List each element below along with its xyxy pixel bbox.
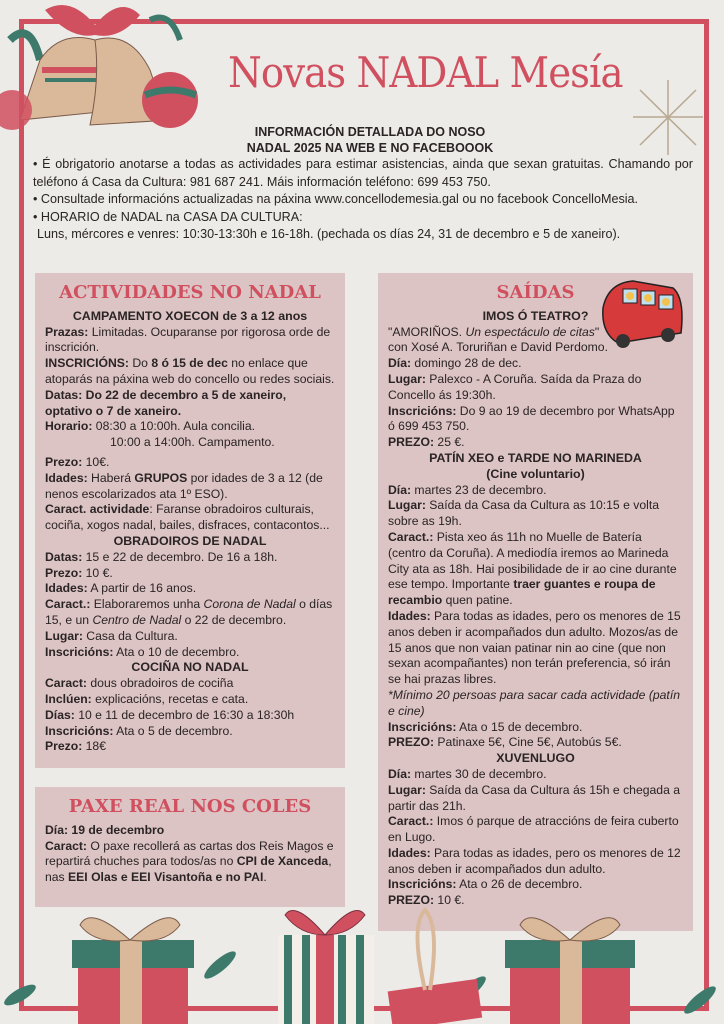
label: Prazas: bbox=[45, 324, 89, 339]
value-italic: Centro de Nadal bbox=[92, 612, 182, 627]
value: Pista xeo ás 11h no Muelle de Batería (centro da Coruña). A mediodía iremos ao Marineda City ata as 18h. Hai posibilidade de ir ao cine durante ese tempo. Importante bbox=[388, 529, 677, 592]
christmas-bells-icon bbox=[0, 0, 200, 150]
value: Palexco - A Coruña. Saída da Praza do Concello ás 19:30h. bbox=[388, 371, 642, 402]
info-line bbox=[388, 814, 683, 846]
info-line bbox=[388, 720, 683, 736]
activities-panel bbox=[35, 273, 345, 768]
value: 10 €. bbox=[434, 893, 465, 908]
info-line bbox=[45, 645, 335, 661]
activity-heading: PATÍN XEO e TARDE NO MARINEDA bbox=[429, 450, 642, 465]
info-line: con Xosé A. Toruriñan e David Perdomo. bbox=[388, 340, 608, 355]
info-line: Datas: Do 22 de decembro a 5 de xaneiro, optativo o 7 de xaneiro. bbox=[45, 387, 287, 418]
info-line bbox=[388, 404, 683, 436]
label: Caract: bbox=[45, 676, 87, 691]
value: A partir de 16 anos. bbox=[87, 581, 197, 596]
label: Lugar: bbox=[388, 498, 426, 513]
info-line: 10:00 a 14:00h. Campamento. bbox=[110, 435, 275, 450]
value-bold: EEI Olas e EEI Visantoña e no PAI bbox=[68, 870, 264, 885]
label: Caract.: bbox=[388, 529, 434, 544]
value: Saída da Casa da Cultura as 10:15 e volta sobre as 19h. bbox=[388, 498, 659, 529]
info-line bbox=[45, 581, 335, 597]
activity-subheading: (Cine voluntario) bbox=[486, 466, 585, 481]
value: O paxe recollerá as cartas dos Reis Magos e repartirá chuches para todos/as no bbox=[45, 838, 334, 869]
label: Idades: bbox=[45, 581, 88, 596]
info-line bbox=[388, 767, 683, 783]
label: Datas: bbox=[45, 549, 83, 564]
label: Lugar: bbox=[45, 628, 83, 643]
info-line: *Mínimo 20 persoas para sacar cada actividade (patín e cine) bbox=[388, 687, 680, 718]
info-line bbox=[388, 435, 683, 451]
value: por idades de 3 a 12 (de nenos escolarizados ata 1º ESO). bbox=[45, 470, 323, 501]
label: Inscricións: bbox=[45, 644, 114, 659]
label: Idades: bbox=[388, 608, 431, 623]
info-line bbox=[45, 724, 335, 740]
value-bold: GRUPOS bbox=[134, 470, 188, 485]
subheading-line: INFORMACIÓN DETALLADA DO NOSO bbox=[254, 125, 486, 139]
info-line bbox=[388, 846, 683, 878]
value-bold: 8 ó 15 de dec bbox=[151, 356, 228, 371]
activity-heading: OBRADOIROS DE NADAL bbox=[113, 533, 267, 548]
info-line bbox=[388, 356, 683, 372]
section-title: SAÍDAS bbox=[496, 282, 575, 303]
label: Prezo: bbox=[45, 454, 83, 469]
value: o 22 de decembro. bbox=[181, 612, 287, 627]
activity-heading: XUVENLUGO bbox=[496, 751, 575, 766]
value: 15 e 22 de decembro. De 16 a 18h. bbox=[82, 549, 278, 564]
gift-boxes-icon bbox=[0, 895, 724, 1024]
value-italic: Corona de Nadal bbox=[203, 597, 296, 612]
info-line bbox=[388, 372, 683, 404]
value: no enlace que atoparás na páxina web do concello ou redes sociais. bbox=[45, 356, 335, 386]
info-line: Día: 19 de decembro bbox=[45, 822, 165, 837]
info-line bbox=[45, 629, 335, 645]
info-line bbox=[388, 783, 683, 815]
label: Inscricións: bbox=[388, 877, 457, 892]
value: 10 €. bbox=[82, 565, 113, 580]
info-line bbox=[388, 483, 683, 499]
value: Para todas as idades, pero os menores de 12 anos deben ir acompañados dun adulto. bbox=[388, 845, 681, 876]
royal-page-panel bbox=[35, 787, 345, 907]
trips-panel bbox=[378, 273, 693, 931]
value: Ata o 15 de decembro. bbox=[456, 719, 583, 734]
label: Caract: bbox=[45, 838, 87, 853]
page-title: Novas NADAL Mesía bbox=[228, 48, 623, 97]
label: Inscricións: bbox=[388, 403, 457, 418]
label: Día: bbox=[388, 482, 412, 497]
value: , nas bbox=[45, 854, 332, 885]
label: Lugar: bbox=[388, 371, 426, 386]
info-line bbox=[45, 676, 335, 692]
intro-schedule: Luns, mércores e venres: 10:30-13:30h e 16-18h. (pechada os días 24, 31 de decembro e 5 de xaneiro). bbox=[37, 227, 621, 241]
info-line bbox=[45, 739, 335, 755]
activity-heading: IMOS Ó TEATRO? bbox=[482, 308, 589, 323]
intro-schedule-title: • HORARIO de NADAL na CASA DA CULTURA: bbox=[33, 209, 303, 224]
label: Caract. actividade bbox=[45, 502, 150, 517]
activity-heading: CAMPAMENTO XOECON de 3 a 12 anos bbox=[72, 308, 308, 323]
label: Caract.: bbox=[388, 814, 434, 829]
value: Elaboraremos unha bbox=[90, 597, 204, 612]
label: Caract.: bbox=[45, 597, 91, 612]
value: " bbox=[594, 324, 600, 339]
value: 18€ bbox=[82, 739, 106, 754]
label: Inscricións: bbox=[45, 723, 114, 738]
info-line bbox=[45, 325, 335, 357]
value: 08:30 a 10:00h. Aula concilia. bbox=[92, 419, 256, 434]
value: Ata o 10 de decembro. bbox=[113, 644, 240, 659]
value: o días 15, e un bbox=[45, 597, 333, 627]
value: Casa da Cultura. bbox=[82, 628, 178, 643]
activity-heading: COCIÑA NO NADAL bbox=[131, 660, 249, 675]
value: 25 €. bbox=[434, 435, 465, 450]
value: martes 23 de decembro. bbox=[411, 482, 547, 497]
value: . bbox=[263, 870, 267, 885]
info-line bbox=[388, 530, 683, 609]
label: Horario: bbox=[45, 419, 93, 434]
subheading bbox=[200, 124, 540, 156]
label: Días: bbox=[45, 707, 75, 722]
info-line bbox=[388, 609, 683, 688]
value: Imos ó parque de atraccións de feira cuberto en Lugo. bbox=[388, 814, 679, 845]
label: Inscricións: bbox=[388, 719, 457, 734]
info-line bbox=[45, 502, 335, 534]
value: Saída da Casa da Cultura ás 15h e chegada a partir das 21h. bbox=[388, 782, 681, 813]
value: Haberá bbox=[87, 470, 135, 485]
value: : Faranse obradoiros culturais, cociña, xogos nadal, bailes, disfraces, contacontos... bbox=[45, 502, 330, 533]
value: martes 30 de decembro. bbox=[411, 766, 547, 781]
value: Ata o 5 de decembro. bbox=[113, 723, 233, 738]
value: "AMORIÑOS. bbox=[388, 324, 466, 339]
info-line bbox=[45, 597, 335, 629]
label: Día: bbox=[388, 356, 412, 371]
value-italic: Un espectáculo de citas bbox=[465, 324, 595, 339]
value: Do bbox=[128, 356, 152, 371]
info-line bbox=[45, 471, 335, 503]
label: Idades: bbox=[45, 470, 88, 485]
info-line bbox=[45, 692, 335, 708]
info-line bbox=[45, 455, 335, 471]
label: Día: bbox=[388, 766, 412, 781]
value: Limitadas. Ocuparanse por rigorosa orde de inscrición. bbox=[45, 324, 331, 355]
label: PREZO: bbox=[388, 893, 435, 908]
info-line bbox=[45, 708, 335, 724]
label: PREZO: bbox=[388, 735, 435, 750]
snowflake-icon bbox=[628, 75, 708, 160]
info-line bbox=[45, 839, 335, 886]
value: 10 e 11 de decembro de 16:30 a 18:30h bbox=[74, 707, 295, 722]
info-line bbox=[388, 877, 683, 893]
label: Lugar: bbox=[388, 782, 426, 797]
intro-registration: • É obrigatorio anotarse a todas as actividades para estimar asistencias, ainda que sexan gratuitas. Chamando por teléfono á Casa da Cultura: 981 687 241. Máis información teléfono: 699 453 750. bbox=[33, 157, 693, 189]
value: dous obradoiros de cociña bbox=[87, 676, 234, 691]
value: quen patine. bbox=[442, 593, 513, 608]
value: Do 9 ao 19 de decembro por WhatsApp ó 699 453 750. bbox=[388, 403, 675, 434]
label: Inclúen: bbox=[45, 691, 92, 706]
bus-icon bbox=[593, 273, 688, 353]
label: PREZO: bbox=[388, 435, 435, 450]
info-line bbox=[388, 735, 683, 751]
label: Prezo: bbox=[45, 565, 83, 580]
value: Patinaxe 5€, Cine 5€, Autobús 5€. bbox=[434, 735, 622, 750]
subheading-line: NADAL 2025 NA WEB E NO FACEBOOOK bbox=[246, 141, 494, 155]
label: Prezo: bbox=[45, 739, 83, 754]
info-line bbox=[45, 419, 335, 435]
info-line bbox=[45, 550, 335, 566]
value-bold: traer guantes e roupa de recambio bbox=[388, 577, 656, 608]
label: Idades: bbox=[388, 845, 431, 860]
intro-website: • Consultade informacións actualizadas na páxina www.concellodemesia.gal ou no facebook ConcelloMesia. bbox=[33, 192, 639, 206]
section-title: PAXE REAL NOS COLES bbox=[68, 796, 312, 817]
value: 10€. bbox=[82, 454, 110, 469]
value: domingo 28 de dec. bbox=[411, 356, 522, 371]
value: explicacións, recetas e cata. bbox=[91, 691, 249, 706]
info-line bbox=[388, 498, 683, 530]
label: INSCRICIÓNS: bbox=[45, 356, 129, 371]
value-bold: CPI de Xanceda bbox=[236, 854, 329, 869]
value: Para todas as idades, pero os menores de 15 anos deben ir acompañados dun adulto. Mozos/as de 15 anos que non vaian patinar nin ao cine (que non sexan acompañantes) non terán preferencia, só irán se hai prazas libres. bbox=[388, 608, 681, 687]
section-title: ACTIVIDADES NO NADAL bbox=[59, 282, 321, 303]
info-line bbox=[45, 356, 335, 388]
info-line bbox=[45, 566, 335, 582]
intro-text bbox=[33, 156, 693, 244]
value: Ata o 26 de decembro. bbox=[456, 877, 583, 892]
